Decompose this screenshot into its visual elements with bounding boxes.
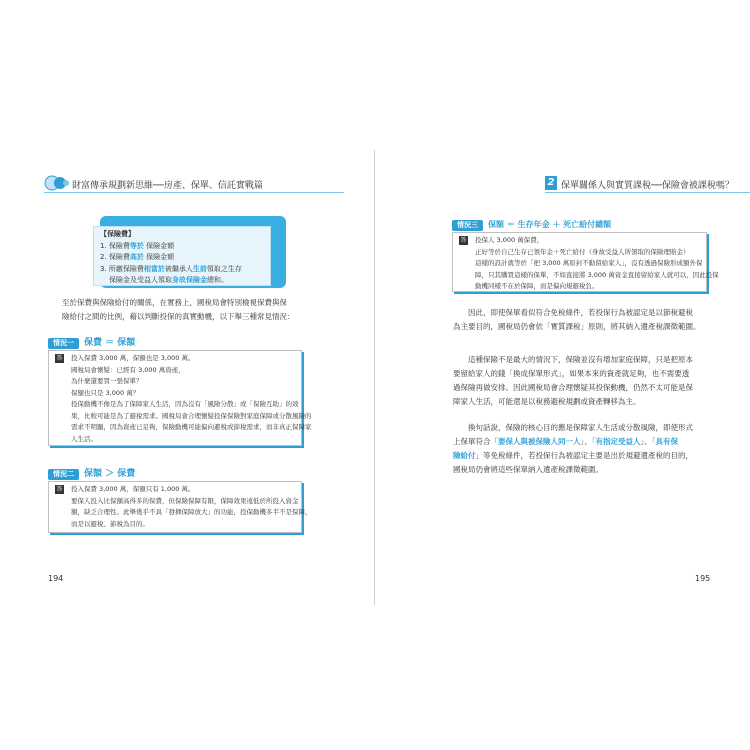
case3-body: 答 投保人 3,000 萬保費， 正好等於自己生存已領年金＋死亡給付（身故受益人所領取的保險理賠金） 這樣的設計就等於「把 3,000 萬原封不動留給家人」，沒有透過保險形成額外保 障，只其購買這樣的保單，不如直接將 3,000 萬資金直接留給家人就可以，因此投保 動機同樣不在於保障，而是偏向規避稅負。 — [452, 232, 707, 292]
note-item-3: 3. 所繳保險費相當於被繼承人生前領取之生存 — [100, 264, 242, 273]
left-header-title: 財富傳承規劃新思維──房產、保單、信託實戰篇 — [72, 181, 263, 191]
note-title: 【保險費】 — [100, 230, 135, 238]
case1-tab: 情況一 — [48, 338, 79, 349]
right-header-rule — [545, 192, 750, 193]
answer-marker-icon: 答 — [460, 237, 467, 244]
answer-marker-icon: 答 — [56, 355, 63, 362]
case1-body: 答 投入保費 3,000 萬，保額也是 3,000 萬。 國稅局會懷疑：已經有 3,000 萬資產， 為什麼還要買一張保單？ 保額也只是 3,000 萬？ 投保動機不像是為了保障家人生活，因為沒有「風險分散」或「保險互助」的效 果，比較可能是為了避稅需求。國稅局會合理懷疑投保保險對家庭保障或分散風險的 需求不明顯，因為資產已足夠，保險動機可能偏向避稅或節稅需求，而非真正保障家 人生活。 — [48, 350, 302, 446]
right-paragraph-3: 換句話說，保險的核心目的應是保障家人生活或分散風險，即使形式 上保單符合「要保人與被保險人同一人」、「有指定受益人」、「具有保 險給付」等免稅條件，若投保行為被認定主要是出於規避遺產稅的目的， 國稅局仍會將這些保單納入遺產稅課徵範圍。 — [453, 423, 693, 474]
right-page-number: 195 — [695, 574, 711, 583]
left-header-rule — [44, 192, 344, 193]
right-paragraph-1: 因此，即使保單看似符合免稅條件，若投保行為被認定是以節稅避稅 為主要目的，國稅局仍會依「實質課稅」原則，將其納入遺產稅課徵範圍。 — [453, 308, 701, 331]
logo-icon — [44, 173, 70, 193]
left-page-number: 194 — [48, 574, 64, 583]
left-intro-paragraph: 至於保費與保險給付的關係，在實務上，國稅局會特別檢視保費與保 險給付之間的比例，藉以判斷投保的真實動機，以下舉三種常見情況： — [62, 298, 295, 321]
case3-heading: 保額 ＝ 生存年金 ＋ 死亡給付總額 — [488, 220, 612, 229]
case2-body: 答 投入保費 3,000 萬，保額只有 1,000 萬。 要保人投入比保額高得多的保費，但保險保障有限，保障效果遠低於所投入資金 額，缺乏合理性。此舉幾乎不具「發揮保障放大」的功能，投保動機多半不是保障， 而是以避稅、節稅為目的。 — [48, 481, 302, 533]
insurance-premium-note — [93, 226, 271, 286]
case3-tab: 情況三 — [452, 220, 483, 231]
right-page — [375, 0, 750, 750]
right-paragraph-2: 這種保險不是最大的情況下，保險並沒有增加家庭保障，只是把原本 要留給家人的錢「換成保單形式」，如果本來的資產就足夠，也不需要透 過保險再做安排。因此國稅局會合理懷疑其投保動機，仍然不太可能是保 障家人生活，可能還是以稅務避稅規劃或資產轉移為主。 — [453, 355, 693, 406]
right-header-title: 保單關係人與實質課稅──保險會被課稅嗎？ — [561, 181, 734, 191]
note-item-2: 2. 保險費高於 保險金額 — [100, 253, 175, 261]
chapter-number-badge: 2 — [545, 176, 557, 190]
left-running-header — [44, 176, 344, 192]
case1-heading: 保費 ＝ 保額 — [84, 338, 136, 348]
note-item-1: 1. 保險費等於 保險金額 — [100, 241, 175, 250]
answer-marker-icon: 答 — [56, 486, 63, 493]
note-item-3-cont: 保險金及受益人領取身故保險金總和。 — [109, 276, 228, 284]
case2-tab: 情況二 — [48, 469, 79, 480]
right-running-header — [545, 176, 750, 192]
case2-heading: 保額 ＞ 保費 — [84, 469, 136, 479]
